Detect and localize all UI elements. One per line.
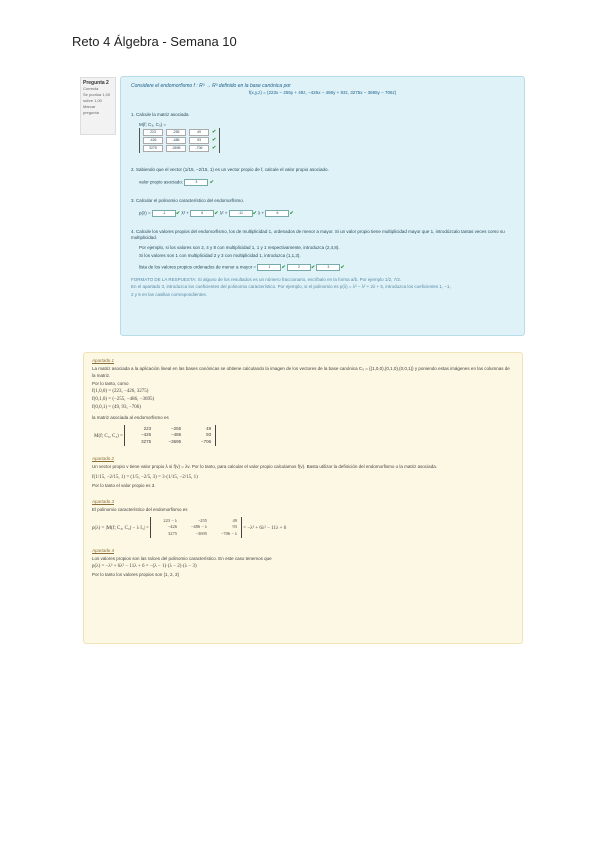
step4-example: Por ejemplo, si los valores son 2, 4 y 8 con multiplicidad 1, 1 y 1 respectivamente, introduzca (2,4,8).	[139, 245, 340, 250]
check-icon: ✔	[310, 264, 316, 271]
step4-label: lista de los valores propios ordenados de menor a mayor =	[139, 264, 257, 270]
step4-example: Si los valores son 1 con multiplicidad 2 y 3 con multiplicidad 1, introduzca (1,1,3).	[139, 252, 301, 258]
matrix-cell[interactable]: 93	[189, 137, 209, 144]
eigen-list-input[interactable]: 3	[316, 264, 340, 271]
question-intro: Considere el endomorfismo f : R³ → R³ definido en la base canónica por	[131, 82, 291, 89]
section-heading: Apartado 4	[92, 548, 115, 553]
answer-matrix	[124, 425, 216, 447]
matrix-cell[interactable]: 223	[143, 129, 163, 136]
feedback-text: La matriz asociada a la aplicación lineal en las bases canónicas se obtiene calculando la imagen de los vectores de la base canónica C₃ = {(1,0,0),(0,1,0),(0,0,1)} y poniendo estas imágenes en las columnas de la matriz.	[92, 366, 510, 378]
char-poly-left: p(λ) = |M(f; C₃, C₃) − λ I₃| =	[92, 525, 149, 531]
matrix-entry: −706 − λ	[220, 530, 238, 536]
check-icon: ✔	[289, 210, 294, 217]
section-heading: Apartado 3	[92, 499, 115, 504]
matrix-entry: 3275	[141, 438, 152, 444]
matrix-label: M(f; C₃, C₃) =	[94, 433, 123, 439]
info-line: Se puntúa 1,00	[83, 92, 111, 97]
matrix-entry: 93	[232, 524, 238, 529]
matrix-entry: −426	[167, 524, 178, 529]
section-heading: Apartado 1	[92, 358, 115, 363]
matrix-entry: −255	[197, 517, 208, 523]
determinant-matrix	[150, 517, 242, 539]
matrix-input	[139, 128, 220, 153]
matrix-cell[interactable]: 49	[189, 129, 209, 136]
feedback-text: Por lo tanto, como	[92, 380, 129, 386]
matrix-cell[interactable]: -706	[189, 145, 209, 152]
check-icon: ✔	[209, 179, 214, 186]
check-icon: ✔	[281, 264, 286, 271]
question-box: Considere el endomorfismo f : R³ → R³ definido en la base canónica por f(x,y,z) = (223x − 255y + 49z, −426x − 486y + 93z, 3275x − 3695y − 706z) 1. Calcule la matriz asociada M(f; C₃, C₃) = 223 -255 49 ✔ -426 -486 93 ✔ 3275 -3695 -706 ✔ 2. Sabiendo que el vector (1/15, −2/15, 1) es un vector propio de f, calcule el valor propio asociado. valor propio asociado: 3 ✔ 3. Calcular el polinomio característico del endomorfismo. p(λ) = -1 ✔ λ³ + 6 ✔ λ² + -11 ✔ λ + 6 ✔ 4. Calcule los valores propios del endomorfismo, los de multiplicidad 1, ordenados de menor a mayor. Si un valor propio tiene multiplicidad mayor que 1, introdúzcalo tantas veces como su multiplicidad. Por ejemplo, si los valores son 2, 4 y 8 con multiplicidad 1, 1 y 1 respectivamente, introduzca (2,4,8). Si los valores son 1 con multiplicidad 2 y 3 con multiplicidad 1, introduzca (1,1,3). lista de los valores propios ordenados de menor a mayor = 1 ✔ 2 ✔ 3 ✔ FORMATO DE LA RESPUESTA: Si alguno de los resultados es un número fraccionario, escríbalo en la forma a/b. Por ejemplo 1/2, 7/2. En el apartado 3, introduzca los coeficientes del polinomio característico. Por ejemplo, si el polinomio es p(λ) = λ³ − λ² + 2λ + 5, introduzca los coeficientes 1, −1, 2 y 5 en las casillas correspondientes.	[120, 76, 525, 336]
feedback-text: la matriz asociada al endomorfismo es	[92, 415, 169, 420]
matrix-cell[interactable]: 3275	[143, 145, 163, 152]
matrix-entry: −706	[200, 438, 212, 444]
matrix-entry: −3695	[168, 438, 182, 444]
feedback-text: El polinomio característico del endomorfismo es	[92, 507, 188, 512]
matrix-label: M(f; C₃, C₃) =	[139, 122, 167, 127]
matrix-entry: 49	[206, 425, 212, 431]
matrix-entry: 49	[232, 517, 238, 523]
matrix-entry: −255	[170, 425, 182, 431]
matrix-entry: 223	[143, 425, 152, 431]
image-vector: f(0,0,1) = (49, 93, −706)	[92, 404, 141, 410]
eigenvalue-input[interactable]: 3	[184, 179, 208, 186]
question-info-panel	[80, 77, 116, 135]
feedback-text: Por lo tanto el valor propio es 3.	[92, 482, 156, 488]
eigen-equation: f(1/15, −2/15, 1) = (1/5, −2/5, 3) = 3·(1/15, −2/15, 1)	[92, 474, 198, 480]
step1-text: 1. Calcule la matriz asociada	[131, 112, 189, 117]
matrix-cell[interactable]: -486	[166, 137, 186, 144]
matrix-entry: 223 − λ	[163, 517, 178, 523]
coef-input[interactable]: -11	[229, 210, 253, 217]
matrix-entry: 93	[206, 432, 212, 437]
check-icon: ✔	[252, 210, 257, 217]
matrix-entry: −426	[140, 432, 152, 437]
question-number: Pregunta 2	[83, 80, 109, 86]
page-title: Reto 4 Álgebra - Semana 10	[72, 34, 237, 49]
step3-label: p(λ) =	[139, 210, 151, 216]
check-icon: ✔	[340, 264, 345, 271]
flag-question-link[interactable]: Marcar	[83, 104, 96, 109]
step4-text: 4. Calcule los valores propios del endomorfismo, los de multiplicidad 1, ordenados de menor a mayor. Si un valor propio tiene multiplicidad mayor que 1, introdúzcalo tantas veces como su multiplicidad.	[131, 229, 505, 240]
feedback-text: Los valores propios son las raíces del polinomio característico. En este caso tenemos que	[92, 556, 272, 561]
format-note: En el apartado 3, introduzca los coeficientes del polinomio característico. Por ejemplo, si el polinomio es p(λ) = λ³ − λ² + 2λ + 5, introduzca los coeficientes 1, −1,	[131, 284, 451, 289]
check-icon: ✔	[175, 210, 181, 217]
check-icon: ✔	[214, 210, 219, 217]
coef-input[interactable]: -1	[152, 210, 176, 217]
endomorphism-formula: f(x,y,z) = (223x − 255y + 49z, −426x − 486y + 93z, 3275x − 3695y − 706z)	[248, 90, 397, 95]
feedback-text: Por lo tanto los valores propios son {1, 2, 3}	[92, 572, 180, 577]
check-icon: ✔	[212, 137, 217, 143]
matrix-entry: −3695	[195, 530, 208, 536]
eigen-list-input[interactable]: 1	[257, 264, 281, 271]
matrix-entry: 3275	[168, 530, 178, 536]
info-line: pregunta	[83, 110, 99, 115]
matrix-cell[interactable]: -255	[166, 129, 186, 136]
eigen-list-input[interactable]: 2	[287, 264, 311, 271]
matrix-entry: −486	[170, 432, 182, 437]
matrix-cell[interactable]: -3695	[166, 145, 186, 152]
coef-input[interactable]: 6	[265, 210, 289, 217]
feedback-box	[83, 352, 523, 644]
char-poly-right: = −λ³ + 6λ² − 11λ + 6	[243, 525, 287, 531]
step2-label: valor propio asociado:	[139, 179, 184, 185]
info-line: sobre 1,00	[83, 98, 102, 103]
format-note: FORMATO DE LA RESPUESTA: Si alguno de los resultados es un número fraccionario, escríbalo en la forma a/b. Por ejemplo 1/2, 7/2.	[131, 276, 402, 282]
image-vector: f(1,0,0) = (223, −426, 3275)	[92, 388, 149, 394]
step3-text: 3. Calcular el polinomio característico del endomorfismo.	[131, 198, 245, 203]
matrix-entry: −486 − λ	[190, 524, 208, 529]
coef-input[interactable]: 6	[190, 210, 214, 217]
section-heading: Apartado 2	[92, 456, 115, 461]
format-note: 2 y 5 en las casillas correspondientes.	[131, 291, 208, 297]
check-icon: ✔	[212, 129, 217, 135]
feedback-text: Un vector propio v tiene valor propio λ si f(v) = λv. Por lo tanto, para calcular el valor propio calculamos f(v). Basta utilizar la definición del endomorfismo o la matriz asociada.	[92, 464, 437, 469]
matrix-cell[interactable]: -426	[143, 137, 163, 144]
image-vector: f(0,1,0) = (−255, −486, −3695)	[92, 396, 155, 402]
check-icon: ✔	[212, 145, 217, 151]
step2-text: 2. Sabiendo que el vector (1/15, −2/15, 1) es un vector propio de f, calcule el valor propio asociado.	[131, 167, 329, 172]
info-line: Correcta	[83, 86, 99, 91]
factorization: p(λ) = −λ³ + 6λ² − 11λ + 6 = −(λ − 1)·(λ − 2)·(λ − 3)	[92, 564, 197, 569]
